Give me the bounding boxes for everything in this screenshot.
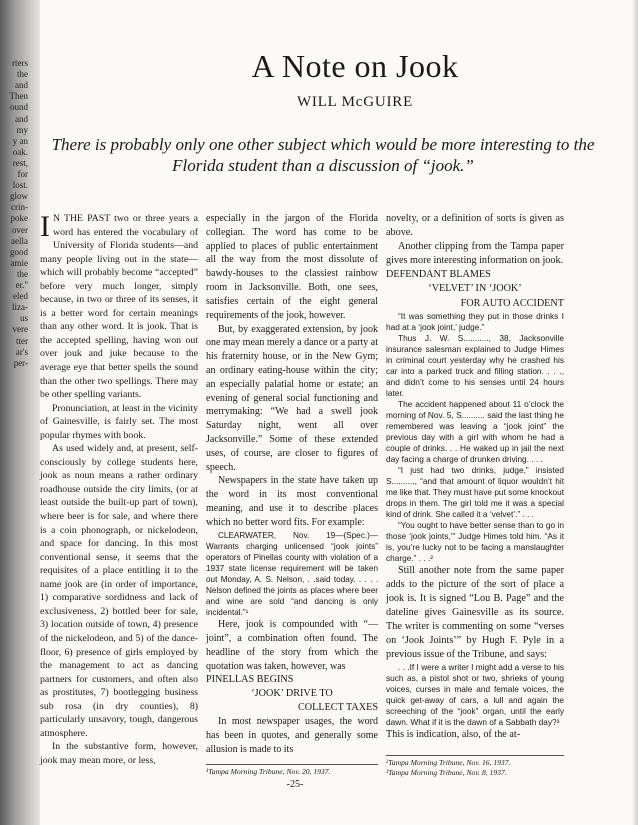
margin-fragment: vere [12, 324, 28, 335]
paragraph: Still another note from the same paper adds to the picture of the sort of place a jook is. It is signed “Lou B. Page” and the dateline gives Gainesville as its source. The writer is commenting on some “verses on ‘Jook Joints’” by Hugh F. Pyle in a previous issue of the Tribune, and says: [386, 564, 564, 661]
paragraph: This is indication, also, of the at- [386, 729, 521, 741]
margin-fragment: er." [15, 280, 28, 290]
paragraph: Newspapers in the state have taken up the word in its most conventional meaning, and use it to describe places which no better word fits. For example: [206, 475, 378, 528]
paragraph: Here, jook is compounded with “—joint”, a combination often found. The headline of the story from which the quotation was taken, however, was [206, 619, 378, 672]
margin-fragment: good [10, 246, 28, 257]
newspaper-quote: The accident happened about 11 o’clock the morning of Nov. 5, S.......... said the last thing he remembered was leaving a “jook joint” the previous day with a girl with whom he had a couple of drinks. . . He waked up in jail the next day facing a charge of drunken driving. . . . [386, 398, 564, 464]
paragraph: In the substantive form, however, jook may mean more, or less, [40, 741, 198, 766]
paragraph: Pronunciation, at least in the vicinity of Gainesville, is fairly set. The most popular rhymes with book. [40, 402, 198, 441]
paragraph: In most newspaper usages, the word has been in quotes, and generally some allusion is made to its [206, 715, 378, 755]
margin-fragment: eled [13, 291, 28, 302]
headline-line: ‘VELVET’ IN ‘JOOK’ [428, 283, 522, 295]
margin-fragment: for [17, 169, 28, 179]
margin-fragment: and [15, 113, 28, 124]
newspaper-quote: Thus J. W. S..........., 38, Jacksonville insurance salesman explained to Judge Himes in criminal court yesterday why he crashed his car into a parked truck and filling station. . . ., and didn’t come to his senses until 24 hours later. [386, 332, 564, 398]
headline-line: PINELLAS BEGINS [206, 674, 294, 686]
margin-fragment: my [16, 124, 28, 135]
headline-line: DEFENDANT BLAMES [386, 269, 491, 281]
headline-line: COLLECT TAXES [297, 702, 378, 714]
margin-fragment: amie [10, 257, 28, 268]
margin-fragment: the [17, 69, 28, 80]
footnote: ³Tampa Morning Tribune, Nov. 8, 1937. [386, 767, 507, 777]
page-number: -25- [286, 779, 304, 790]
margin-fragment: rters [12, 58, 28, 68]
paragraph: Another clipping from the Tampa paper gives more interesting information on jook. [386, 241, 564, 267]
margin-fragment: us [19, 313, 28, 324]
footnote: ¹Tampa Morning Tribune, Nov. 20, 1937. [206, 764, 378, 777]
paragraph: especially in the jargon of the Florida collegian. The word has come to be applied to places of public entertainment all the way from the most dissolute of bawdy-houses to the classiest rainbow room in Jacksonville. Both, one sees, satisfies certain of the eight general requirements of the jook, however. [206, 213, 378, 321]
margin-fragment: crin- [11, 202, 28, 213]
margin-fragment: poke [10, 213, 28, 224]
article-author: WILL McGUIRE [296, 94, 414, 110]
margin-fragment: aella [11, 235, 28, 246]
newspaper-quote: CLEARWATER, Nov. 19—(Spec.)— Warrants charging unlicensed “jook joints” operators of Pinellas county with violation of a 1937 state license requirement will be taken out Monday, A. S. Nelson, . .said today. . . . . Nelson defined the joints as places where beer and wine are sold “and dancing is only incidental.”¹ [206, 530, 378, 618]
margin-fragment: ound [10, 102, 28, 113]
newspaper-quote: “You ought to have better sense than to go in those ‘jook joints,’” Judge Himes told him. “As it is, you’re lucky not to be facing a manslaughter charge.” . . .² [386, 519, 564, 563]
column-3 [386, 212, 564, 742]
footnotes [386, 755, 564, 777]
margin-fragment: oak. [12, 146, 28, 157]
paragraph: But, by exaggerated extension, by jook one may mean merely a dance or a party at his fraternity house, or in the New Gym; an ordinary eating-house within the city; an especially palatial home or estate; an evening of general social functioning and merrymaking: “We had a swell jook Saturday night, went all over Jacksonville.” Some of these extended uses, of course, are closer to figures of speech. [206, 323, 378, 473]
column-2 [206, 212, 378, 756]
margin-fragment: the [17, 268, 28, 279]
margin-fragment: per- [13, 357, 28, 368]
newspaper-quote: “I just had two drinks, judge,” insisted S.........., “and that amount of liquor wouldn’t hit me like that. They must have put some knockout drops in them. The girl told me it was a special kind of drink. She called it a ‘velvet’.” . . . [386, 464, 564, 519]
newspaper-quote: . . .If I were a writer I might add a verse to his such as, a pistol shot or two, shrieks of young voices, curses in male and female voices, the quick get-away of cars, a lull and again the screeching of the “jook” organ, until the early dawn. What if it is the dawn of a Sabbath day?³ [386, 662, 564, 728]
column-1 [40, 212, 198, 767]
page-edge-shadow [632, 0, 638, 825]
margin-fragment: glow [10, 191, 28, 202]
headline-line: ‘JOOK’ DRIVE TO [251, 688, 333, 700]
article-intro: There is probably only one other subject which would be more interesting to the Florida student than a discussion of “jook.” [51, 135, 595, 175]
margin-fragment: over [12, 224, 28, 235]
margin-fragment: and [15, 80, 28, 91]
footnote: ²Tampa Morning Tribune, Nov. 16, 1937. [386, 758, 511, 767]
margin-fragment: liza- [12, 302, 28, 313]
previous-page-margin [0, 0, 34, 825]
article-title: A Note on Jook [251, 48, 459, 84]
drop-cap: I [40, 210, 50, 243]
headline-line: FOR AUTO ACCIDENT [460, 297, 564, 309]
margin-fragment: tter [16, 335, 28, 346]
paragraph: novelty, or a definition of sorts is given as above. [386, 213, 564, 239]
margin-fragment: lost. [12, 180, 28, 191]
margin-fragment: ar's [15, 346, 28, 357]
margin-fragment: rest, [12, 157, 28, 168]
paragraph: As used widely and, at present, self-consciously by college students here, jook as noun means a rather ordinary roadhouse outside the city limits, (or at least outside the built-up part of town), where beer is for sale, and where there is a coin phonograph, or nickelodeon, and space for dancing. In this most conventional sense, it seems that the requisites of a place entitling it to the name jook are (in order of importance, 1) comparative sordidness and lack of exclusiveness, 2) bottled beer for sale, 3) location outside of town, 4) presence of the nickelodeon, and 5) of the dance-floor, 6) presence of girls employed by the management to act as dancing partners for customers, and often also as prostitutes, 7) bootlegging business sub rosa (in dry counties), 8) particularly unsavory, tough, dangerous atmosphere. [40, 443, 198, 739]
margin-fragment: Then [9, 91, 28, 102]
paragraph: N THE PAST two or three years a word has entered the vocabulary of University of Florida students—and many people living out in the state—which will probably become “accepted” before very much longer, simply because, in two or three of its senses, it is a better word for certain meanings than any other word. It is jook. That is the accepted spelling, having won out over jouk and juke because to the average eye that better spells the sound than the other two spellings. There may be other spelling variants. [40, 213, 198, 401]
margin-fragment: y an [12, 135, 28, 146]
newspaper-quote: “It was something they put in those drinks I had at a ‘jook joint,’ judge.” [386, 310, 564, 332]
